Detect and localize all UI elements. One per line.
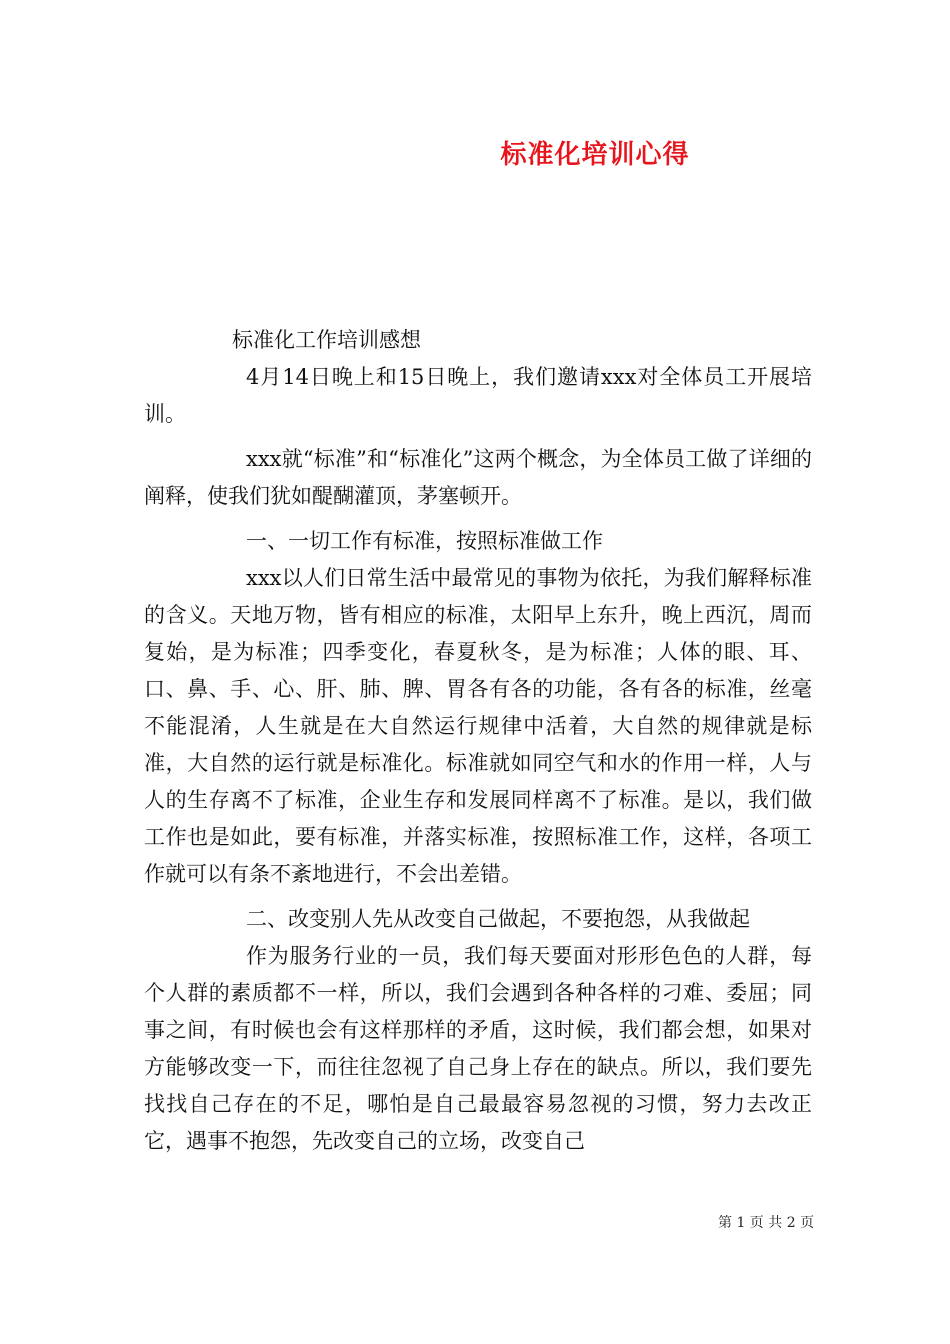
document-title: 标准化培训心得 xyxy=(500,140,690,170)
page-number: 第 1 页 共 2 页 xyxy=(718,1215,815,1231)
paragraph: xxx以人们日常生活中最常见的事物为依托，为我们解释标准的含义。天地万物，皆有相应的标准，太阳早上东升，晚上西沉，周而复始，是为标准；四季变化，春夏秋冬，是为标准；人体的眼、耳、口、鼻、手、心、肝、肺、脾、胃各有各的功能，各有各的标准，丝毫不能混淆，人生就是在大自然运行规律中活着，大自然的规律就是标准，大自然的运行就是标准化。标准就如同空气和水的作用一样，人与人的生存离不了标准，企业生存和发展同样离不了标准。是以，我们做工作也是如此，要有标准，并落实标准，按照标准工作，这样，各项工作就可以有条不紊地进行，不会出差错。 xyxy=(144,566,812,886)
document-body xyxy=(144,322,812,1160)
paragraph: 4月14日晚上和15日晚上，我们邀请xxx对全体员工开展培训。 xyxy=(144,365,812,426)
section-heading: 一、一切工作有标准，按照标准做工作 xyxy=(246,529,603,553)
paragraph: xxx就“标准”和“标准化”这两个概念，为全体员工做了详细的阐释，使我们犹如醍醐灌顶，茅塞顿开。 xyxy=(144,447,812,508)
section-heading: 二、改变别人先从改变自己做起，不要抱怨，从我做起 xyxy=(246,907,750,931)
paragraph: 作为服务行业的一员，我们每天要面对形形色色的人群，每个人群的素质都不一样，所以，我们会遇到各种各样的刁难、委屈；同事之间，有时候也会有这样那样的矛盾，这时候，我们都会想，如果对方能够改变一下，而往往忽视了自己身上存在的缺点。所以，我们要先找找自己存在的不足，哪怕是自己最最容易忽视的习惯，努力去改正它，遇事不抱怨，先改变自己的立场，改变自己 xyxy=(144,944,812,1153)
document-subtitle: 标准化工作培训感想 xyxy=(232,328,421,352)
